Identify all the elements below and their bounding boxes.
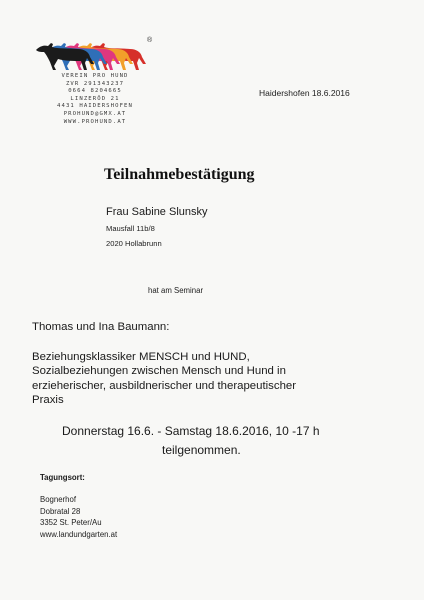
org-website: WWW.PROHUND.AT (63, 118, 127, 125)
document-title: Teilnahmebestätigung (104, 166, 255, 183)
seminar-dates: Donnerstag 16.6. - Samstag 18.6.2016, 10 -17 h (62, 424, 320, 438)
venue-label: Tagungsort: (40, 473, 85, 482)
seminar-topic (32, 350, 362, 408)
organization-contact-block (40, 73, 150, 126)
place-date: Haidershofen 18.6.2016 (259, 88, 350, 98)
speakers: Thomas und Ina Baumann: (32, 321, 170, 333)
topic-line: erzieherischer, ausbildnerischer und therapeutischer (32, 379, 297, 392)
attended-text: teilgenommen. (162, 443, 241, 457)
org-city: 4431 HAIDERSHOFEN (57, 103, 133, 110)
topic-line: Sozialbeziehungen zwischen Mensch und Hund in (32, 365, 286, 378)
venue-street: Dobratal 28 (40, 506, 81, 516)
org-email: PROHUND@GMX.AT (63, 110, 127, 117)
org-street: LINZERÖD 21 (70, 95, 120, 102)
venue-address (40, 494, 117, 541)
recipient-name: Frau Sabine Slunsky (106, 206, 208, 218)
recipient-street: Mausfall 11b/8 (106, 224, 155, 233)
venue-city: 3352 St. Peter/Au (40, 518, 102, 528)
registered-mark: ® (147, 37, 153, 44)
recipient-city: 2020 Hollabrunn (106, 239, 162, 248)
org-phone: 0664 8204665 (68, 88, 122, 95)
seminar-intro: hat am Seminar (148, 286, 204, 295)
topic-line: Beziehungsklassiker MENSCH und HUND, (32, 351, 250, 363)
org-zvr: ZVR 291343237 (65, 80, 125, 87)
topic-line: Praxis (32, 394, 64, 407)
venue-website: www.landundgarten.at (40, 530, 118, 540)
org-name: VEREIN PRO HUND (61, 73, 129, 79)
venue-name: Bognerhof (40, 495, 76, 504)
